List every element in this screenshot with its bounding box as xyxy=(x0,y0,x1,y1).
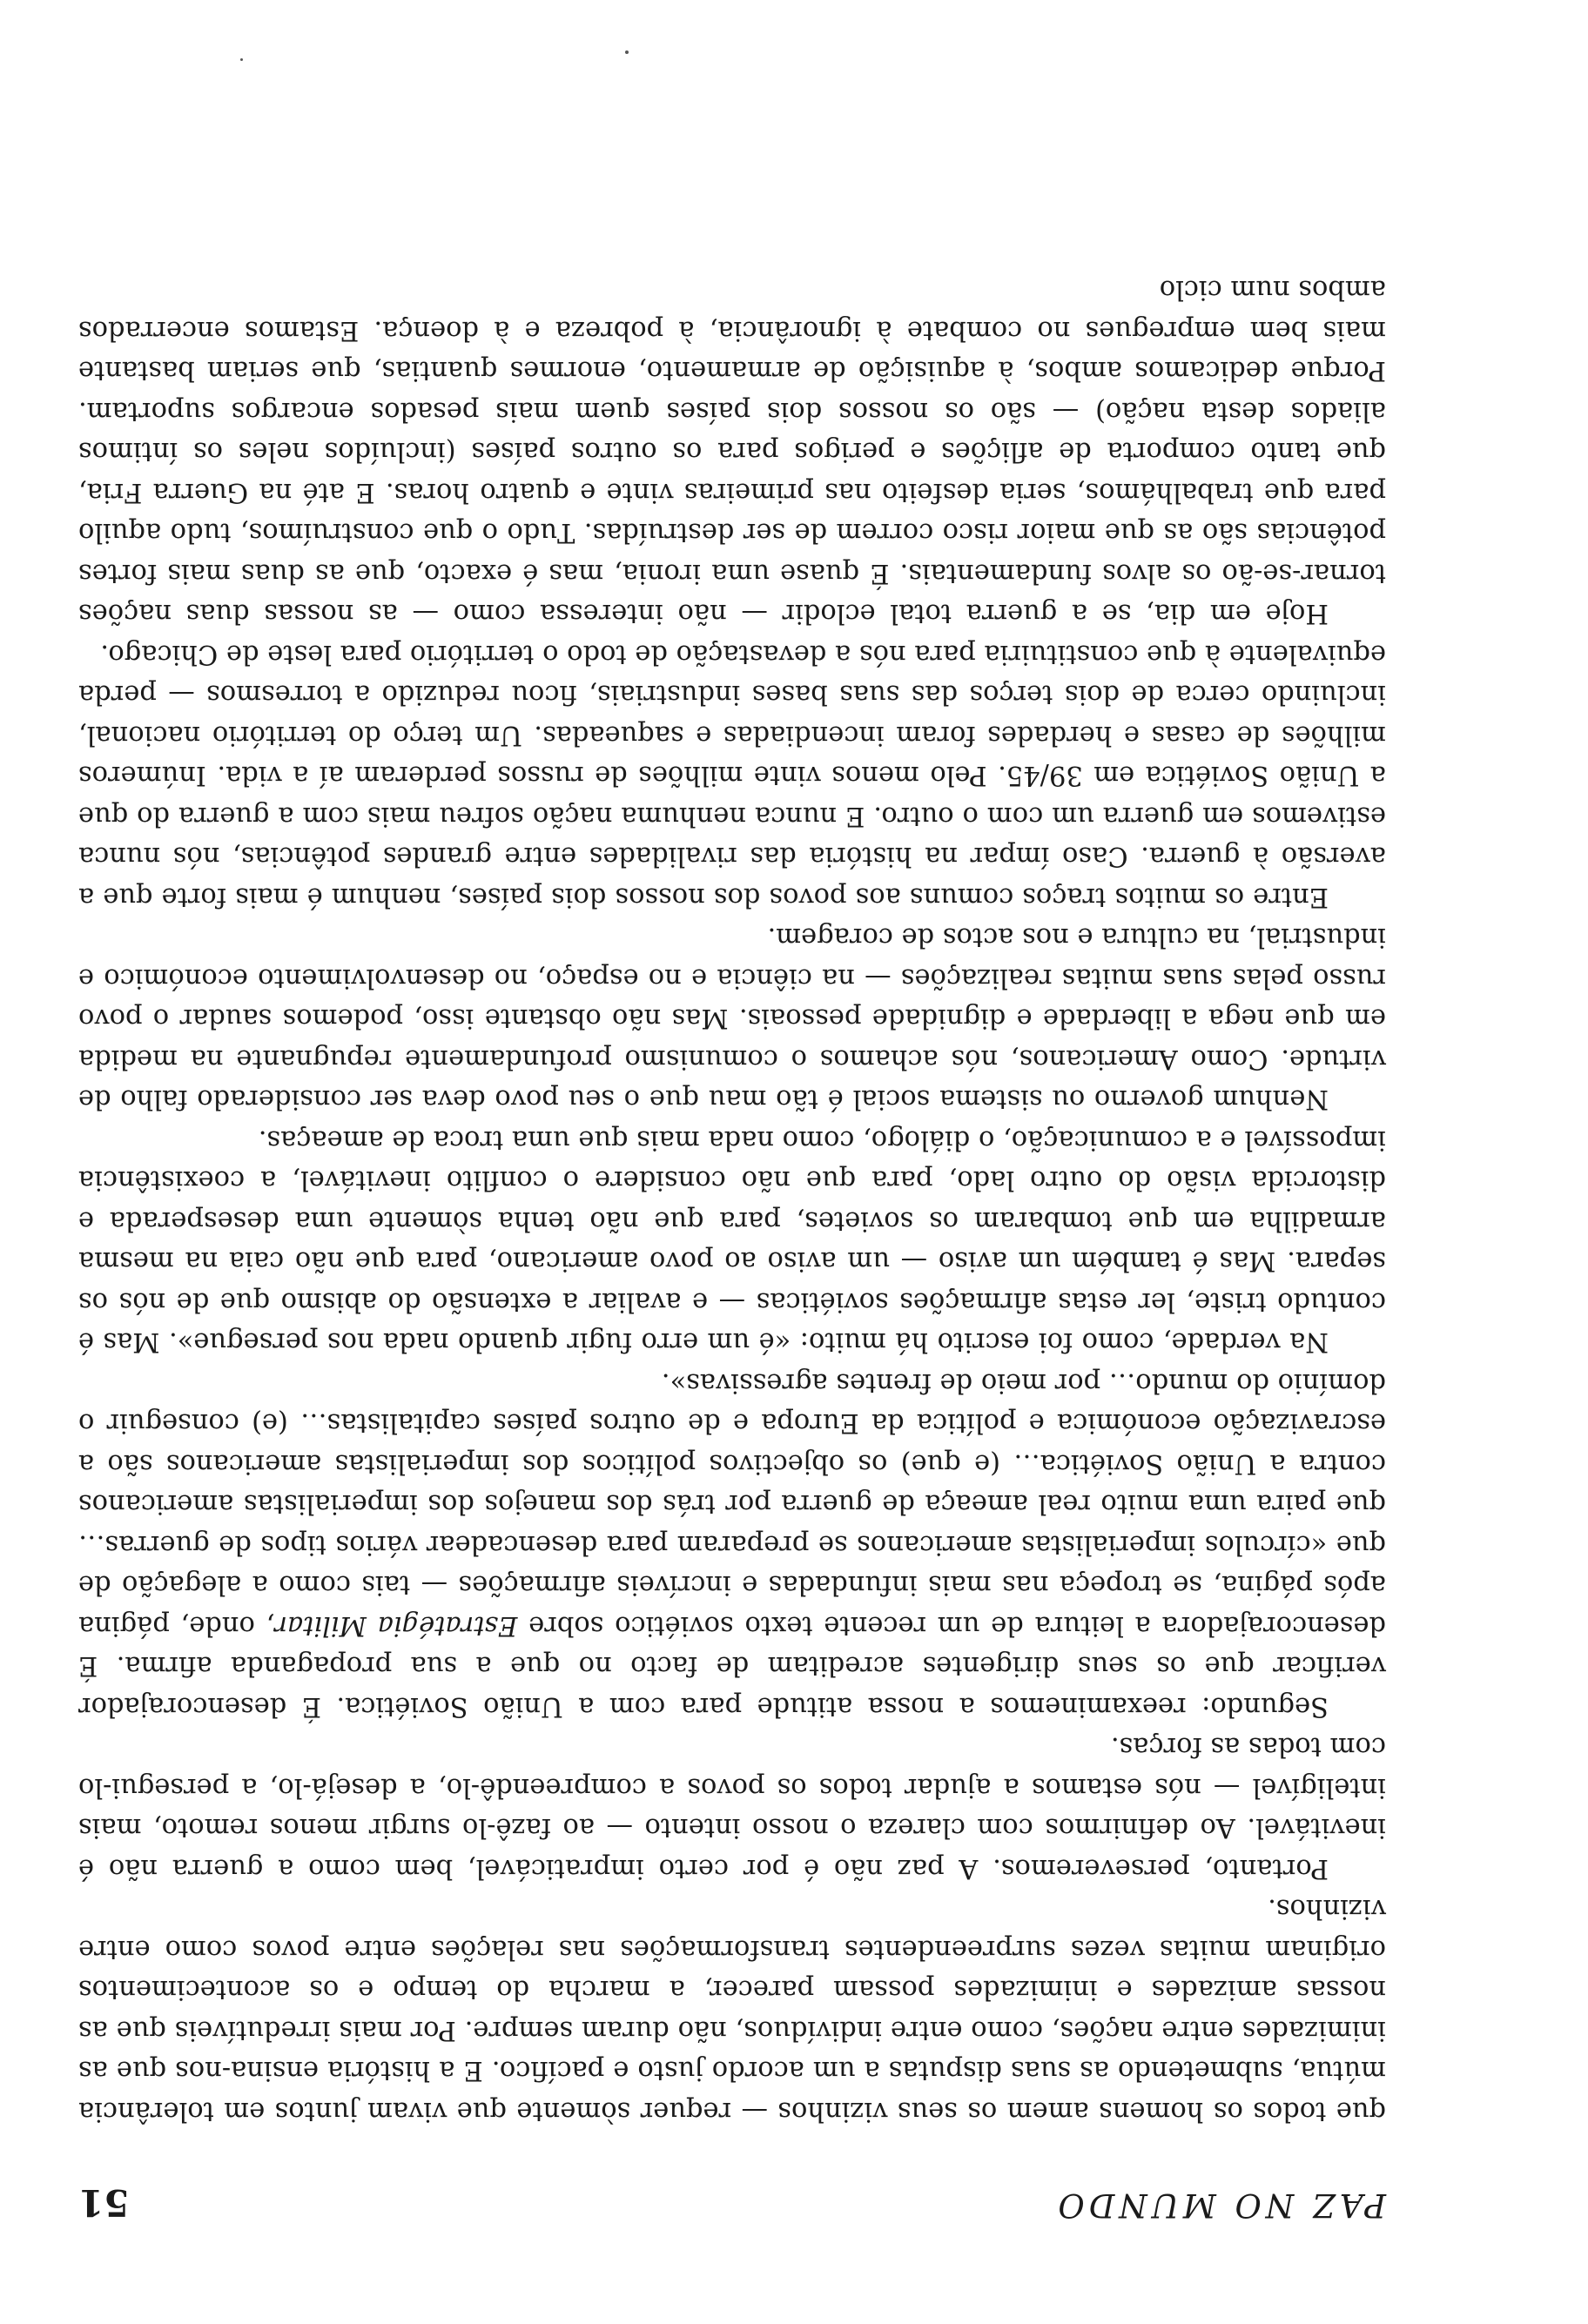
paragraph xyxy=(78,1362,1386,1727)
book-title-italic: Estratégia Militar xyxy=(274,1610,518,1641)
paragraph: Hoje em dia, se a guerra total eclodir — não interessa como — as nossas duas nações tornar-se-ão os alvos fundamentais. É quase uma ironia, mas é exacto, que as duas mais fortes potências são as que maior risco correm de ser destruídas. Tudo o que construímos, tudo aquilo para que trabalhámos, seria desfeito nas primeiras vinte e quatro horas. E até na Guerra Fria, que tanto comporta de aflições e perigos para os outros países (incluídos neles os íntimos aliados desta nação) — são os nossos dois países quem mais pesados encargos suportam. Porque dedicamos ambos, à aquisição de armamento, enormes quantias, que seriam bastante mais bem empregues no combate à ignorância, à pobreza e à doença. Estamos encerrados ambos num ciclo xyxy=(78,274,1386,629)
body-text xyxy=(78,269,1386,2131)
paragraph: que todos os homens amem os seus vizinhos — requer sòmente que vivam juntos em tolerância mútua, submetendo as suas disputas a um acordo justo e pacífico. E a história ensina-nos que as inimizades entre nações, como entre indivíduos, não duram sempre. Por mais irredutíveis que as nossas amizades e inimizades possam parecer, a marcha do tempo e os acontecimentos originam muitas vezes surpreendentes transformações nas relações entre povos como entre vizinhos. xyxy=(78,1893,1386,2126)
paragraph-text: Segundo: reexaminemos a nossa atitude para com a União Soviética. É desencorajador verificar que os seus dirigentes acreditam de facto no que a sua propaganda afirma. É desencorajadora a leitura de um recente texto soviético sobre xyxy=(78,1610,1386,1722)
paragraph: Nenhum governo ou sistema social é tão mau que o seu povo deva ser considerado falho de virtude. Como Americanos, nós achamos o comunismo profundamente repugnante na medida em que nega a liberdade e dignidade pessoais. Mas não obstante isso, podemos saudar o povo russo pelas suas muitas realizações — na ciência e no espaço, no desenvolvimento económico e industrial, na cultura e nos actos de coragem. xyxy=(78,922,1386,1115)
paragraph-text: , onde, página após página, se tropeça nas mais infundadas e incríveis afirmações — tais como a alegação de que «círculos imperialistas americanos se preparam para desencadear vários tipos de guerras… que paira uma muito real ameaça de guerra por trás dos manejos dos imperialistas americanos contra a União Soviética… (e que) os objectivos políticos dos imperialistas americanos são a escravização económica e política da Europa e de outros países capitalistas… (e) conseguir o domínio do mundo… por meio de frentes agressivas». xyxy=(78,1367,1386,1641)
paragraph: Portanto, perseveremos. A paz não é por certo impraticável, bem como a guerra não é inevitável. Ao definirmos com clareza o nosso intento — ao fazê-lo surgir menos remoto, mais inteligível — nós estamos a ajudar todos os povos a compreendê-lo, a desejá-lo, a persegui-lo com todas as forças. xyxy=(78,1731,1386,1884)
page-number: 51 xyxy=(78,2181,130,2224)
paragraph: Na verdade, como foi escrito há muito: «é um erro fugir quando nada nos persegue». Mas é contudo triste, ler estas afirmações soviéticas — e avaliar a extensão do abismo que de nós os separa. Mas é também um aviso — um aviso ao povo americano, para que não caia na mesma armadilha em que tombaram os sovietes, para que não tenha sòmente uma desesperada e distorcida visão do outro lado, para que não considere o conflito inevitável, a coexistência impossível e a comunicação, o diálogo, como nada mais que uma troca de ameaças. xyxy=(78,1125,1386,1358)
running-title: PAZ NO MUNDO xyxy=(1053,2186,1386,2224)
scan-speck xyxy=(625,50,629,54)
paragraph: Entre os muitos traços comuns aos povos dos nossos dois países, nenhum é mais forte que a aversão à guerra. Caso ímpar na história das rivalidades entre grandes potências, nós nunca estivemos em guerra um com o outro. E nunca nenhuma nação sofreu mais com a guerra do que a União Soviética em 39/45. Pelo menos vinte milhões de russos perderam aí a vida. Inúmeros milhões de casas e herdades foram incendiadas e saqueadas. Um terço do território nacional, incluindo cerca de dois terços das suas bases industriais, ficou reduzido a torresmos — perda equivalente à que constituiria para nós a devastação de todo o território para leste de Chicago. xyxy=(78,639,1386,912)
page-header xyxy=(78,2172,1386,2224)
scan-speck xyxy=(240,58,243,61)
